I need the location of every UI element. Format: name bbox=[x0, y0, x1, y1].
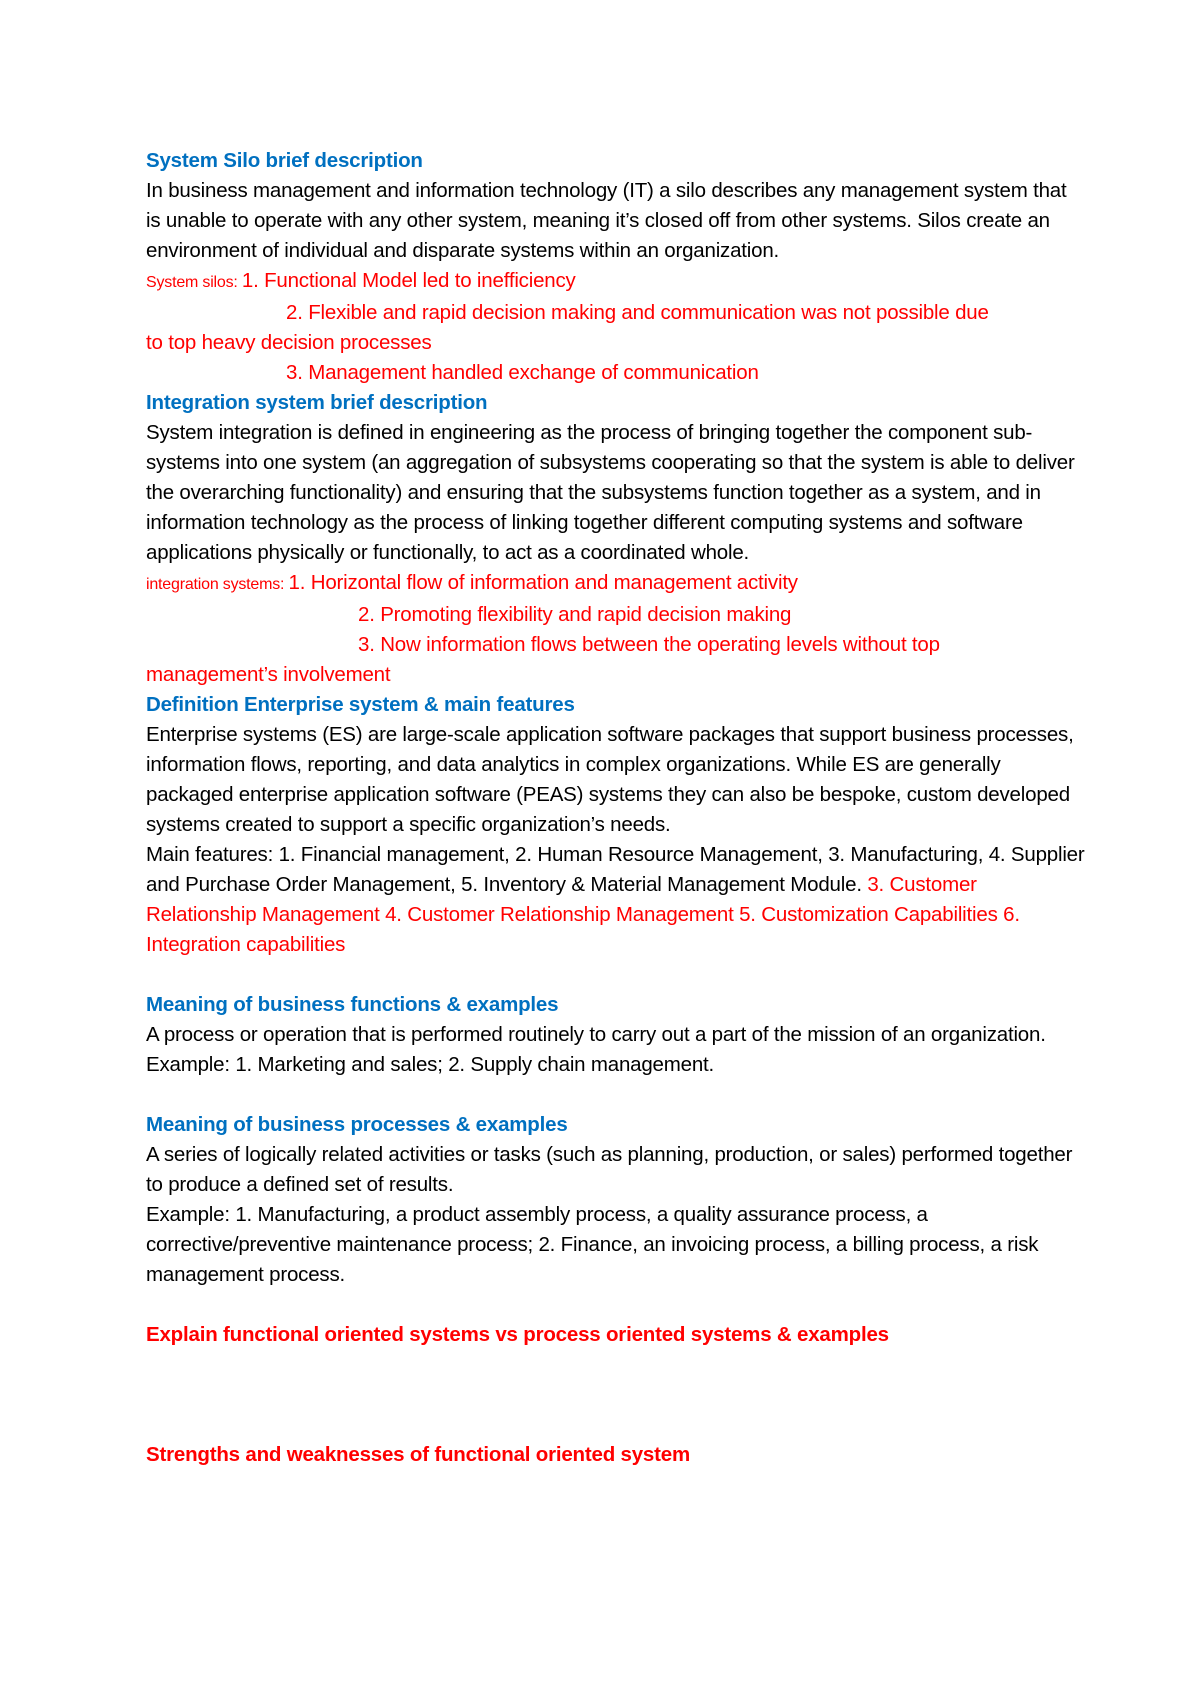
silo-list-label: System silos: bbox=[146, 274, 242, 291]
functions-body: A process or operation that is performed routinely to carry out a part of the mission of an organization. bbox=[146, 1023, 1046, 1046]
processes-body: A series of logically related activities or tasks (such as planning, production, or sales) performed together to produce a defined set of results. bbox=[146, 1143, 1073, 1196]
functions-example: Example: 1. Marketing and sales; 2. Supply chain management. bbox=[146, 1053, 715, 1076]
enterprise-features bbox=[146, 840, 1086, 960]
integration-heading: Integration system brief description bbox=[146, 391, 488, 414]
silo-item-3: 3. Management handled exchange of communication bbox=[286, 361, 759, 384]
silo-item-2-cont: to top heavy decision processes bbox=[146, 331, 432, 354]
integration-body: System integration is defined in engineering as the process of bringing together the component sub-systems into one system (an aggregation of subsystems cooperating so that the system is able to deliver the overarching functionality) and ensuring that the subsystems function together as a system, and in information technology as the process of linking together different computing systems and software applications physically or functionally, to act as a coordinated whole. bbox=[146, 421, 1075, 564]
processes-heading: Meaning of business processes & examples bbox=[146, 1113, 568, 1136]
integration-list-label: integration systems: bbox=[146, 576, 289, 593]
integration-item-3: 3. Now information flows between the operating levels without top bbox=[358, 633, 940, 656]
integration-list-first bbox=[146, 568, 1086, 600]
enterprise-features-black: Main features: 1. Financial management, 2. Human Resource Management, 3. Manufacturing, 4. Supplier and Purchase Order Management, 5. Inventory & Material Management Module. bbox=[146, 843, 1085, 896]
spacer bbox=[146, 1290, 1086, 1320]
integration-item-3-cont: management’s involvement bbox=[146, 663, 391, 686]
silo-item-1: 1. Functional Model led to inefficiency bbox=[241, 269, 576, 292]
enterprise-features-red: 3. Customer Relationship Management 4. Customer Relationship Management 5. Customization Capabilities 6. Integration capabilities bbox=[146, 873, 1020, 956]
functions-heading: Meaning of business functions & examples bbox=[146, 993, 559, 1016]
silo-heading: System Silo brief description bbox=[146, 149, 423, 172]
enterprise-body: Enterprise systems (ES) are large-scale application software packages that support business processes, information flows, reporting, and data analytics in complex organizations. While ES are generally packaged enterprise application software (PEAS) systems they can also be bespoke, custom developed systems created to support a specific organization’s needs. bbox=[146, 723, 1074, 836]
enterprise-heading: Definition Enterprise system & main features bbox=[146, 693, 575, 716]
silo-list-first bbox=[146, 266, 1086, 298]
integration-item-1: 1. Horizontal flow of information and management activity bbox=[288, 571, 798, 594]
integration-item-2: 2. Promoting flexibility and rapid decision making bbox=[358, 603, 792, 626]
spacer bbox=[146, 1350, 1086, 1440]
spacer bbox=[146, 1080, 1086, 1110]
processes-example: Example: 1. Manufacturing, a product assembly process, a quality assurance process, a corrective/preventive maintenance process; 2. Finance, an invoicing process, a billing process, a risk management process. bbox=[146, 1203, 1039, 1286]
strengths-heading: Strengths and weaknesses of functional oriented system bbox=[146, 1443, 690, 1466]
spacer bbox=[146, 960, 1086, 990]
silo-item-2: 2. Flexible and rapid decision making and communication was not possible due bbox=[286, 301, 989, 324]
document-page bbox=[146, 146, 1086, 1470]
explain-heading: Explain functional oriented systems vs process oriented systems & examples bbox=[146, 1323, 889, 1346]
silo-body: In business management and information technology (IT) a silo describes any management system that is unable to operate with any other system, meaning it’s closed off from other systems. Silos create an environment of individual and disparate systems within an organization. bbox=[146, 179, 1067, 262]
